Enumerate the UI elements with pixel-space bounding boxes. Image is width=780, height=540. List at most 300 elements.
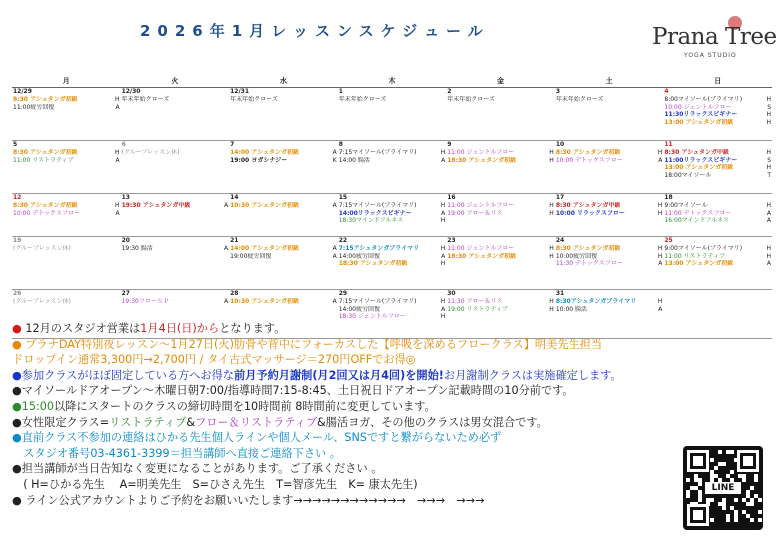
instructor-code: H <box>766 96 771 103</box>
lesson-entry <box>339 96 446 104</box>
lesson-name: 11:30 フロー＆リス <box>447 298 503 305</box>
lesson-name: 14:00リラックスビギナー <box>338 209 412 217</box>
lesson-entry <box>556 245 663 253</box>
lesson-entry <box>13 149 120 157</box>
note-text: リストラティブ <box>109 415 187 429</box>
day-date: 23 <box>447 237 456 244</box>
day-cell <box>338 141 447 194</box>
schedule-weeks <box>12 88 772 339</box>
line-label: LINE <box>705 482 741 494</box>
lesson-name: 14:00 腸活 <box>338 156 370 164</box>
lesson-entry <box>447 245 554 253</box>
note-text: 前月予約月謝制(月2回又は月4回)を開始! <box>234 368 444 382</box>
instructor-code: H <box>549 156 554 164</box>
day-cell <box>229 237 338 290</box>
qr-module <box>714 466 718 470</box>
qr-module <box>686 478 690 482</box>
day-cell <box>12 88 121 141</box>
lesson-entry <box>447 96 554 104</box>
day-cell <box>555 237 664 290</box>
lesson-entry <box>339 260 446 268</box>
lesson-entry <box>556 253 663 261</box>
lesson-name: 18:30 アシュタンガ初級 <box>338 260 408 268</box>
week-row <box>12 88 772 141</box>
note-text: ● <box>12 384 22 398</box>
note-text: しています。 <box>369 399 436 413</box>
instructor-code: H <box>440 298 446 305</box>
weekday-header: 日 <box>663 74 772 88</box>
lesson-name: 8:30 アシュタンガ初級 <box>13 149 78 156</box>
qr-module <box>686 494 690 498</box>
day-date: 18 <box>664 194 673 201</box>
page-title: 2026年1月レッスンスケジュール <box>140 22 490 40</box>
logo-text: Prana Tree <box>652 24 777 50</box>
day-cell <box>663 194 772 237</box>
lesson-name: 19:00 フロー＆リス <box>447 209 503 217</box>
note-line <box>12 430 702 446</box>
note-line <box>12 337 702 353</box>
lesson-name: 10:00 ジェントルフロー <box>664 103 732 111</box>
note-text: スタジオ番号03-4361-3399＝担当講師へ直接ご連絡下さい 。 <box>12 446 341 460</box>
note-line <box>12 383 702 399</box>
instructor-code: H <box>440 260 446 268</box>
lesson-entry <box>556 149 663 157</box>
lesson-entry <box>664 119 771 127</box>
qr-module <box>758 518 762 522</box>
qr-module <box>710 478 714 482</box>
lesson-name: 10:30 アシュタンガ初級 <box>230 202 299 209</box>
lesson-name: 8:00マイソール(プライマリ) <box>664 96 743 103</box>
note-text: ● ライン公式アカウントよりご予約をお願いいたします→→→→→→→→→→→→ →→→ →→→ <box>12 493 485 507</box>
day-date: 31 <box>555 290 565 297</box>
instructor-code <box>552 96 554 104</box>
note-text: ● <box>12 431 22 445</box>
lesson-entry <box>339 313 446 321</box>
day-date: 28 <box>230 290 239 297</box>
note-text: ● <box>12 399 22 413</box>
qr-module <box>734 518 738 522</box>
note-line <box>12 399 702 415</box>
qr-module <box>742 478 746 482</box>
note-text: ●担当講師が当日告知なく変更になることがあります。ご了承ください 。 <box>12 462 383 476</box>
lesson-entry <box>230 298 337 306</box>
instructor-code: H <box>440 245 446 252</box>
note-text: 以降にスタートのクラスの締切時間を10時間前 8時間前に変更 <box>54 399 370 413</box>
lesson-entry <box>447 202 554 210</box>
lesson-name: 14:00疲労回復 <box>338 252 380 260</box>
note-text: ドロップイン通常3,300円→2,700円 / タイ古式マッサージ＝270円OFFでお得◎ <box>12 353 416 367</box>
day-date: 11 <box>664 141 673 148</box>
day-cell <box>12 141 121 194</box>
instructor-code <box>443 96 445 104</box>
day-date: 5 <box>13 141 18 148</box>
lesson-entry <box>339 298 446 306</box>
instructor-code: H <box>549 298 554 305</box>
day-date: 4 <box>664 88 669 95</box>
note-text: ● <box>12 337 26 351</box>
note-line <box>12 461 702 477</box>
lesson-name: 10:00疲労回復 <box>555 252 598 260</box>
lesson-entry <box>556 96 663 104</box>
note-text: 12月のスタジオ営業は <box>25 322 141 335</box>
lesson-entry <box>122 149 229 157</box>
instructor-code: H <box>766 149 771 156</box>
day-date: 21 <box>230 237 239 244</box>
instructor-code: A <box>115 156 120 164</box>
lesson-name: 11:00疲労回復 <box>13 103 55 111</box>
note-text: & <box>186 415 196 429</box>
instructor-code: H <box>657 202 663 209</box>
lesson-name: 10:00 デトックスフロー <box>555 156 623 164</box>
lesson-entry <box>230 157 337 165</box>
instructor-code: H <box>549 245 554 252</box>
lesson-entry <box>13 104 120 112</box>
qr-module <box>734 498 738 502</box>
instructor-code: A <box>332 202 337 209</box>
note-text: &腸活ヨガ、その他のクラスは男女混合です。 <box>317 415 548 429</box>
lesson-name: 8:30 アシュタンガ初級 <box>555 245 621 252</box>
lesson-entry <box>447 306 554 314</box>
day-date: 19 <box>13 237 22 244</box>
day-cell <box>663 141 772 194</box>
lesson-name: 11:00 ジェントルフロー <box>447 149 515 156</box>
note-text: 参加クラスがほぼ固定している方へお得な <box>21 368 234 382</box>
qr-module <box>754 478 758 482</box>
instructor-code: A <box>332 252 337 260</box>
lesson-name: 11:00 ジェントルフロー <box>447 202 515 209</box>
qr-finder <box>687 450 709 472</box>
weekday-header-row <box>12 74 772 88</box>
lesson-name: 年末年始クローズ <box>230 96 278 103</box>
instructor-code: H <box>115 202 120 209</box>
day-cell <box>555 88 664 141</box>
lesson-entry <box>339 245 446 253</box>
lesson-name: 11:00リラックスビギナー <box>664 156 738 164</box>
week-row <box>12 237 772 290</box>
instructor-code: H <box>766 164 771 172</box>
lesson-name: 14:00 アシュタンガ初級 <box>230 245 299 252</box>
lesson-name: 8:30 アシュタンガ初級 <box>13 96 78 103</box>
instructor-code: H <box>440 217 446 225</box>
instructor-code: H <box>766 118 771 126</box>
instructor-code <box>335 96 337 104</box>
lesson-entry <box>556 202 663 210</box>
qr-module <box>758 510 762 514</box>
lesson-name: 19:00疲労回復 <box>230 252 272 260</box>
lesson-entry <box>230 245 337 253</box>
instructor-code: A <box>658 156 663 164</box>
note-text: ( H=ひかる先生 A=明美先生 S=ひさえ先生 T=智彦先生 K= 康太先生) <box>12 477 418 491</box>
lesson-entry <box>122 245 229 253</box>
lesson-entry <box>339 157 446 165</box>
lesson-entry <box>664 202 771 210</box>
qr-module <box>710 518 714 522</box>
lesson-name: 11:00 リストラティブ <box>13 156 74 164</box>
note-text: 直前クラス不参加の連絡はひかる先生個人ラインや個人メール、SNSですと繋がらないため必ず <box>21 431 502 445</box>
qr-module <box>698 482 702 486</box>
instructor-code: A <box>332 298 337 305</box>
instructor-code <box>660 96 662 104</box>
instructor-code <box>226 96 228 104</box>
weekday-header: 月 <box>12 74 121 88</box>
qr-module <box>730 470 734 474</box>
lesson-entry <box>664 149 771 157</box>
lesson-entry <box>13 245 120 253</box>
lesson-entry <box>556 306 663 314</box>
instructor-code: H <box>766 245 771 252</box>
lesson-entry <box>556 298 663 306</box>
lesson-name: 8:30 アシュタンガ初級 <box>13 202 78 209</box>
lesson-name: 18:30 アシュタンガ初級 <box>447 252 517 260</box>
day-cell <box>446 88 555 141</box>
day-cell <box>555 141 664 194</box>
qr-module <box>718 450 722 454</box>
instructor-code: A <box>441 252 446 260</box>
lesson-entry <box>447 149 554 157</box>
note-line <box>12 446 702 462</box>
qr-module <box>722 462 726 466</box>
day-date: 15 <box>338 194 348 201</box>
instructor-code <box>118 245 120 253</box>
qr-module <box>730 478 734 482</box>
day-cell <box>12 237 121 290</box>
lesson-entry <box>664 157 771 165</box>
instructor-code: H <box>766 252 771 260</box>
day-cell <box>229 88 338 141</box>
day-cell <box>121 88 230 141</box>
lesson-entry <box>13 202 120 210</box>
lesson-name: 7:15マイソール(プライマリ) <box>338 298 417 305</box>
lesson-name: 9:00マイソール(プライマリ) <box>664 245 743 252</box>
instructor-code: A <box>224 245 229 252</box>
qr-module <box>718 478 722 482</box>
instructor-code: H <box>657 209 663 217</box>
lesson-entry <box>122 96 229 104</box>
day-date: 8 <box>338 141 343 148</box>
schedule-calendar <box>12 74 772 339</box>
day-date: 13 <box>121 194 130 201</box>
lesson-entry <box>230 253 337 261</box>
lesson-entry <box>664 253 771 261</box>
qr-module <box>750 502 754 506</box>
lesson-name: 13:00 アシュタンガ初級 <box>664 164 734 172</box>
weekday-header: 木 <box>338 74 447 88</box>
lesson-entry <box>13 298 120 306</box>
lesson-entry <box>664 260 771 268</box>
lesson-entry <box>122 202 229 210</box>
qr-module <box>734 458 738 462</box>
note-text: ● <box>12 415 22 429</box>
day-cell <box>121 141 230 194</box>
note-text: 女性限定クラス= <box>21 415 110 429</box>
instructor-code: H <box>657 252 663 260</box>
lesson-name: 14:00疲労回復 <box>338 305 380 313</box>
day-cell <box>338 194 447 237</box>
lesson-name: 年末年始クローズ <box>338 96 387 103</box>
day-date: 22 <box>338 237 348 244</box>
lesson-entry <box>339 210 446 218</box>
lesson-name: 11:30 デトックスフロー <box>555 260 623 268</box>
instructor-code: A <box>441 209 446 217</box>
qr-module <box>722 506 726 510</box>
instructor-code: A <box>441 156 446 164</box>
lesson-name: 13:00 アシュタンガ初級 <box>664 118 734 126</box>
qr-module <box>706 502 710 506</box>
note-text: マイソールドアオープン〜木曜日朝7:00/指導時間7:15-8:45、土日祝日ドアオープン記載時間の10分前です。 <box>21 384 574 398</box>
instructor-code: H <box>440 313 446 321</box>
day-cell <box>663 237 772 290</box>
weekday-header: 火 <box>121 74 230 88</box>
day-date: 30 <box>447 290 456 297</box>
lesson-entry <box>13 157 120 165</box>
note-text: 1月4日(日)から <box>140 322 220 335</box>
lesson-entry <box>122 298 229 306</box>
lesson-name: (グループレッスン休) <box>121 149 180 156</box>
lesson-entry <box>664 96 771 104</box>
day-cell <box>229 194 338 237</box>
lesson-name: 7:15アシュタンガプライマリ <box>338 245 420 252</box>
lesson-name: 11:30リラックスビギナー <box>664 111 738 119</box>
lesson-entry <box>339 217 446 225</box>
qr-finder <box>687 504 709 526</box>
lesson-name: 18:30 ジェントルフロー <box>338 313 406 321</box>
lesson-name: 19:00 ヨガシナジー <box>230 156 288 164</box>
lesson-entry <box>339 149 446 157</box>
qr-module <box>694 502 698 506</box>
instructor-code: H <box>766 111 771 119</box>
notes-section <box>12 321 702 508</box>
note-text: お月謝制クラスは実施確定します。 <box>443 368 622 382</box>
lesson-entry <box>339 306 446 314</box>
day-date: 16 <box>447 194 456 201</box>
note-line <box>12 477 702 493</box>
lesson-name: 19:00 リストラティブ <box>447 305 508 313</box>
note-text: プラナDAY特別夜レッスン〜1月27日(火)肋骨や背中にフォーカスした【呼吸を深めるフロークラス】明美先生担当 <box>25 337 603 351</box>
qr-module <box>730 450 734 454</box>
logo-subtitle: YOGA STUDIO <box>684 52 737 59</box>
prana-tree-logo <box>632 14 777 64</box>
lesson-entry <box>230 202 337 210</box>
lesson-entry <box>664 111 771 119</box>
day-cell <box>338 88 447 141</box>
instructor-code: S <box>767 156 771 164</box>
day-date: 20 <box>121 237 130 244</box>
lesson-name: 8:30 アシュタンガ中級 <box>664 149 730 156</box>
instructor-code: A <box>658 305 663 313</box>
day-cell <box>446 237 555 290</box>
weekday-header: 水 <box>229 74 338 88</box>
note-line <box>12 415 702 431</box>
instructor-code: H <box>657 149 663 156</box>
day-date: 27 <box>121 290 130 297</box>
lesson-entry <box>556 157 663 165</box>
lesson-name: (グループレッスン休) <box>13 298 71 305</box>
instructor-code: A <box>766 217 771 225</box>
day-date: 12/30 <box>121 88 141 95</box>
instructor-code: H <box>549 209 554 217</box>
instructor-code: H <box>115 149 120 156</box>
note-line <box>12 368 702 384</box>
qr-module <box>710 458 714 462</box>
day-date: 3 <box>555 88 560 95</box>
weekday-header: 土 <box>555 74 664 88</box>
instructor-code: H <box>657 245 663 252</box>
lesson-entry <box>664 217 771 225</box>
day-date: 10 <box>555 141 565 148</box>
lesson-name: 10:30 アシュタンガ初級 <box>230 298 299 305</box>
day-cell <box>446 141 555 194</box>
lesson-entry <box>13 96 120 104</box>
instructor-code: H <box>549 252 554 260</box>
day-cell <box>121 237 230 290</box>
qr-module <box>750 518 754 522</box>
day-date: 7 <box>230 141 235 148</box>
instructor-code: A <box>224 202 229 209</box>
day-cell <box>663 88 772 141</box>
lesson-name: 18:30 アシュタンガ初級 <box>447 156 517 164</box>
line-qr-code[interactable] <box>683 446 763 530</box>
instructor-code: H <box>549 202 554 209</box>
day-cell <box>338 237 447 290</box>
day-date: 17 <box>555 194 565 201</box>
day-date: 26 <box>13 290 22 297</box>
instructor-code: S <box>767 103 771 111</box>
instructor-code: H <box>115 96 120 103</box>
note-text: フロー＆リストラティブ <box>195 415 318 429</box>
qr-finder <box>737 450 759 472</box>
lesson-name: 7:15マイソール(プライマリ) <box>338 202 417 209</box>
lesson-name: 9:00マイソール <box>664 202 708 209</box>
note-line <box>12 352 702 368</box>
instructor-code: H <box>549 149 554 156</box>
day-cell <box>446 194 555 237</box>
lesson-name: (グループレッスン休) <box>13 245 71 252</box>
lesson-name: 年末年始クローズ <box>555 96 604 103</box>
lesson-name: 10:00 デトックスフロー <box>13 209 80 217</box>
lesson-entry <box>339 202 446 210</box>
lesson-entry <box>447 210 554 218</box>
lesson-name: 18:00マイソール <box>664 171 712 179</box>
day-date: 12/29 <box>13 88 32 95</box>
day-date: 9 <box>447 141 452 148</box>
lesson-entry <box>447 298 554 306</box>
lesson-name: 8:30アシュタンガプライマリ <box>555 298 637 305</box>
note-line <box>12 493 702 509</box>
instructor-code: A <box>766 209 771 217</box>
day-date: 14 <box>230 194 239 201</box>
lesson-name: 16:00マインドフルネス <box>664 217 729 225</box>
day-date: 6 <box>121 141 126 148</box>
week-row <box>12 194 772 237</box>
qr-module <box>758 498 762 502</box>
lesson-name: 19:30 アシュタンガ中級 <box>121 202 191 209</box>
lesson-name: 11:00 デトックスフロー <box>664 209 732 217</box>
day-cell <box>555 194 664 237</box>
day-cell <box>12 194 121 237</box>
lesson-name: 19:30フローＳＰ <box>121 298 169 305</box>
lesson-name: 19:30 腸活 <box>121 245 153 252</box>
lesson-name: 13:00 アシュタンガ初級 <box>664 260 734 268</box>
weekday-header: 金 <box>446 74 555 88</box>
day-date: 29 <box>338 290 348 297</box>
day-date: 1 <box>338 88 343 95</box>
day-date: 24 <box>555 237 565 244</box>
instructor-code: H <box>657 298 663 305</box>
instructor-code: H <box>440 149 446 156</box>
lesson-name: 年末年始クローズ <box>121 96 170 103</box>
day-cell <box>121 194 230 237</box>
instructor-code: A <box>115 209 120 217</box>
